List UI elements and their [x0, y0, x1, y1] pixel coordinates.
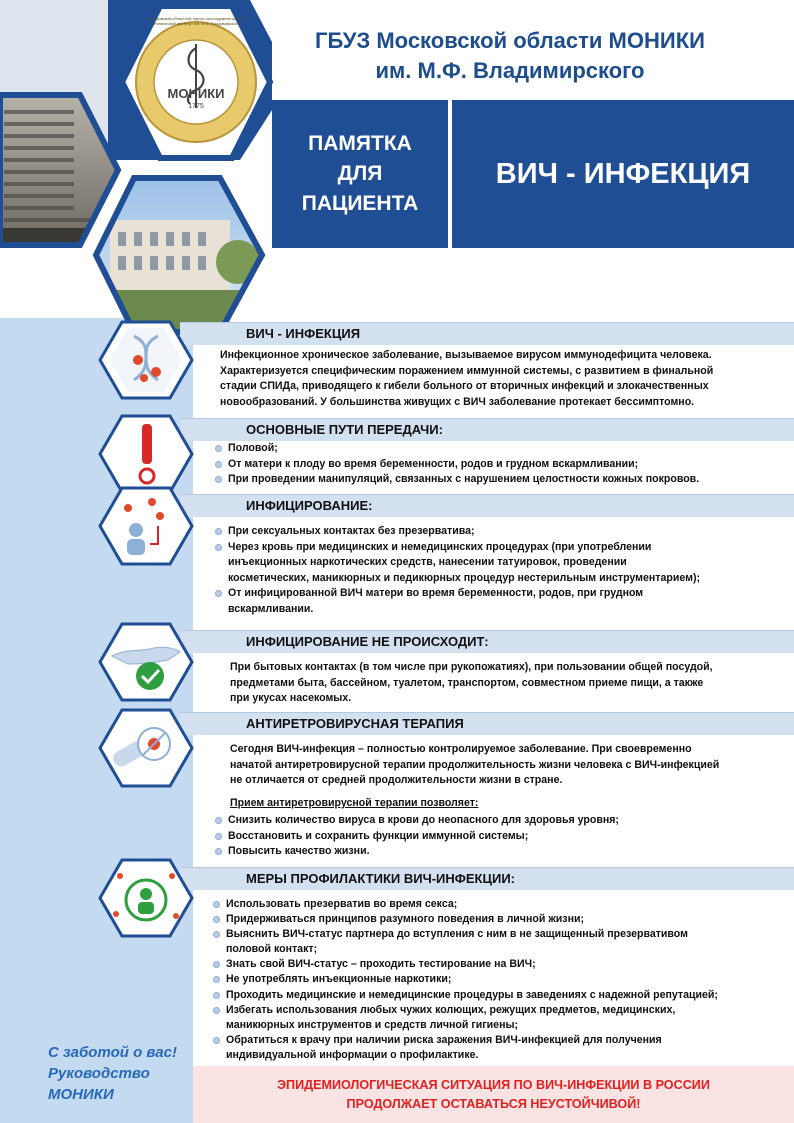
- list-item: Использовать презерватив во время секса;: [212, 897, 718, 912]
- list-item: Половой;: [214, 441, 699, 457]
- list-item-cont: маникюрных инструментов и средств личной гигиены;: [226, 1018, 519, 1031]
- topic-panel: ВИЧ - ИНФЕКЦИЯ: [452, 100, 794, 248]
- body-line: не отличается от средней продолжительности жизни в стране.: [230, 774, 563, 787]
- section-title: ОСНОВНЫЕ ПУТИ ПЕРЕДАЧИ:: [246, 422, 443, 437]
- section-title: ИНФИЦИРОВАНИЕ НЕ ПРОИСХОДИТ:: [246, 634, 489, 649]
- list-item-cont: инъекционных наркотических средств, нанесении татуировок, проведении: [228, 556, 627, 569]
- list-item-cont: индивидуальной информации о профилактике.: [226, 1048, 479, 1061]
- body-line: стадии СПИДа, приводящего к гибели больного от вторичных инфекций и злокачественных: [220, 380, 709, 393]
- org-title-line1: ГБУЗ Московской области МОНИКИ: [315, 28, 705, 53]
- list-item: Снизить количество вируса в крови до неопасного для здоровья уровня;: [214, 813, 619, 829]
- list-item: Проходить медицинские и немедицинские процедуры в заведениях с надежной репутацией;: [212, 988, 718, 1003]
- art-subhead: Прием антиретровирусной терапии позволяет:: [230, 797, 479, 809]
- list-item: Восстановить и сохранить функции иммунной системы;: [214, 829, 619, 845]
- care-line3: МОНИКИ: [48, 1086, 114, 1103]
- logo-year: 1775: [188, 103, 204, 110]
- moniki-logo: [124, 10, 268, 154]
- section-body-infection: [214, 524, 700, 618]
- logo-ring-text: Московский областной научно-исследовательский клинический институт им. М.Ф. Владимирского: [149, 16, 243, 26]
- logo-name: МОНИКИ: [167, 86, 225, 101]
- body-line: при укусах насекомых.: [230, 692, 352, 705]
- section-header-hiv: [180, 322, 794, 345]
- memo-line3: ПАЦИЕНТА: [301, 192, 419, 215]
- list-item-cont: косметических, маникюрных и педикюрных процедур нестерильным инструментарием);: [228, 571, 700, 584]
- memo-line2: ДЛЯ: [337, 162, 383, 185]
- list-item: От инфицированной ВИЧ матери во время беременности, родов, при грудном: [214, 586, 700, 602]
- section-header-art: [180, 712, 794, 735]
- care-line2: Руководство: [48, 1065, 150, 1082]
- list-item: Обратиться к врачу при наличии риска заражения ВИЧ-инфекцией для получения: [212, 1033, 718, 1048]
- section-header-transmission: [180, 418, 794, 441]
- body-line: новообразований. У большинства живущих с ВИЧ заболевание протекает бессимптомно.: [220, 395, 695, 408]
- body-line: Характеризуется специфическим поражением иммунной системы, с развитием в финальной: [220, 364, 714, 377]
- list-item: При сексуальных контактах без презерватива;: [214, 524, 700, 540]
- care-line1: С заботой о вас!: [48, 1044, 177, 1061]
- list-item: Не употреблять инъекционные наркотики;: [212, 972, 718, 987]
- section-body-art: [230, 742, 719, 789]
- body-line: начатой антиретровирусной терапии продолжительность жизни человека с ВИЧ-инфекцией: [230, 758, 720, 771]
- body-line: Сегодня ВИЧ-инфекция – полностью контролируемое заболевание. При своевременно: [230, 743, 692, 755]
- section-header-prevention: [180, 867, 794, 890]
- dna-virus-icon: [98, 320, 194, 400]
- handshake-check-icon: [98, 622, 194, 702]
- pill-virus-icon: [98, 708, 194, 788]
- list-item: При проведении манипуляций, связанных с нарушением целостности кожных покровов.: [214, 472, 699, 488]
- section-body-transmission: [214, 441, 699, 488]
- list-item-cont: половой контакт;: [226, 943, 318, 956]
- section-body-hiv: [220, 348, 713, 410]
- section-body-prevention: [212, 897, 718, 1063]
- body-line: Инфекционное хроническое заболевание, вызываемое вирусом иммунодефицита человека.: [220, 349, 712, 361]
- infected-person-icon: [98, 486, 194, 566]
- section-title: АНТИРЕТРОВИРУСНАЯ ТЕРАПИЯ: [246, 716, 464, 731]
- org-title-line2: им. М.Ф. Владимирского: [375, 58, 645, 83]
- alert-line1: ЭПИДЕМИОЛОГИЧЕСКАЯ СИТУАЦИЯ ПО ВИЧ-ИНФЕКЦИИ В РОССИИ: [277, 1077, 710, 1092]
- section-title: ВИЧ - ИНФЕКЦИЯ: [246, 326, 361, 341]
- section-title: ИНФИЦИРОВАНИЕ:: [246, 498, 373, 513]
- exclamation-icon: [98, 414, 194, 494]
- org-title: [260, 26, 760, 86]
- section-header-infection: [180, 494, 794, 517]
- list-item: Через кровь при медицинских и немедицинских процедурах (при употреблении: [214, 540, 700, 556]
- section-title: МЕРЫ ПРОФИЛАКТИКИ ВИЧ-ИНФЕКЦИИ:: [246, 871, 515, 886]
- list-item-cont: вскармливании.: [228, 602, 314, 615]
- body-line: При бытовых контактах (в том числе при рукопожатиях), при пользовании общей посудой,: [230, 661, 713, 673]
- protected-person-icon: [98, 858, 194, 938]
- list-item: Знать свой ВИЧ-статус – проходить тестирование на ВИЧ;: [212, 957, 718, 972]
- list-item: Повысить качество жизни.: [214, 844, 619, 860]
- alert-line2: ПРОДОЛЖАЕТ ОСТАВАТЬСЯ НЕУСТОЙЧИВОЙ!: [346, 1096, 641, 1111]
- section-body-no-infection: [230, 660, 713, 707]
- list-item: Придерживаться принципов разумного поведения в личной жизни;: [212, 912, 718, 927]
- section-header-no-infection: [180, 630, 794, 653]
- memo-panel: [272, 100, 448, 248]
- list-item: Избегать использования любых чужих колющих, режущих предметов, медицинских,: [212, 1003, 718, 1018]
- care-signature: [48, 1042, 198, 1105]
- body-line: предметами быта, бассейном, туалетом, транспортом, совместном приеме пищи, а также: [230, 676, 704, 689]
- list-item: От матери к плоду во время беременности, родов и грудном вскармливании;: [214, 457, 699, 473]
- memo-line1: ПАМЯТКА: [308, 132, 412, 155]
- epidemic-alert-banner: [193, 1066, 794, 1123]
- building-photo-right: [90, 178, 270, 338]
- list-item: Выяснить ВИЧ-статус партнера до вступления с ним в не защищенный презервативом: [212, 927, 718, 942]
- art-benefits-list: [214, 813, 619, 860]
